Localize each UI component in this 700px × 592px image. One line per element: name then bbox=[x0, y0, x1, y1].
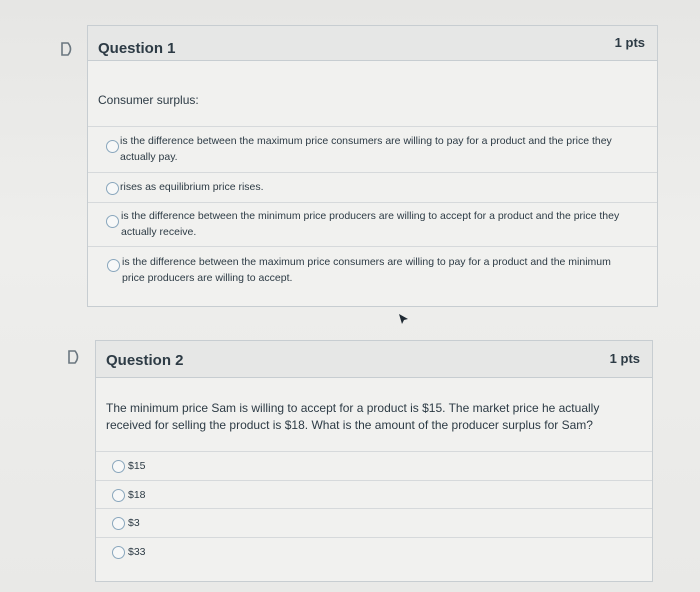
answer-text[interactable]: is the difference between the maximum price consumers are willing to pay for a product and the price they actually pay. bbox=[120, 135, 612, 163]
question-header bbox=[88, 26, 657, 61]
radio-button[interactable] bbox=[106, 140, 119, 153]
answer-option[interactable] bbox=[96, 508, 652, 537]
question-title: Question 2 bbox=[106, 352, 184, 369]
radio-button[interactable] bbox=[112, 546, 125, 559]
question-title: Question 1 bbox=[98, 40, 176, 57]
answer-option[interactable] bbox=[88, 202, 657, 247]
flag-question-icon[interactable] bbox=[60, 42, 74, 56]
answer-text[interactable]: is the difference between the minimum price producers are willing to accept for a product and the price they actually receive. bbox=[121, 210, 620, 238]
answer-text[interactable]: is the difference between the maximum price consumers are willing to pay for a product and the minimum price producers are willing to accept. bbox=[122, 256, 611, 284]
answer-option[interactable] bbox=[96, 451, 652, 480]
radio-button[interactable] bbox=[112, 517, 125, 530]
answer-option[interactable] bbox=[96, 480, 652, 509]
radio-button[interactable] bbox=[112, 460, 125, 473]
radio-button[interactable] bbox=[106, 182, 119, 195]
answer-option[interactable] bbox=[88, 172, 657, 201]
radio-button[interactable] bbox=[107, 259, 120, 272]
answer-text[interactable]: $33 bbox=[128, 546, 146, 558]
question-prompt: Consumer surplus: bbox=[98, 93, 199, 107]
mouse-cursor-icon bbox=[398, 312, 410, 330]
question-header bbox=[96, 341, 652, 378]
radio-button[interactable] bbox=[106, 215, 119, 228]
answer-option[interactable] bbox=[88, 126, 657, 171]
radio-button[interactable] bbox=[112, 489, 125, 502]
answer-text[interactable]: $18 bbox=[128, 489, 146, 501]
question-prompt: The minimum price Sam is willing to accept for a product is $15. The market price he actually received for selling the product is $18. What is the amount of the producer surplus for Sam? bbox=[106, 401, 600, 432]
question-points: 1 pts bbox=[614, 35, 645, 50]
answer-option[interactable] bbox=[96, 537, 652, 566]
answer-text[interactable]: $15 bbox=[128, 460, 146, 472]
answer-option[interactable] bbox=[88, 246, 657, 293]
flag-question-icon[interactable] bbox=[67, 350, 81, 364]
answer-text[interactable]: $3 bbox=[128, 517, 140, 529]
question-card-1 bbox=[87, 25, 658, 307]
answer-text[interactable]: rises as equilibrium price rises. bbox=[120, 181, 264, 193]
question-points: 1 pts bbox=[609, 351, 640, 366]
question-card-2 bbox=[95, 340, 653, 582]
